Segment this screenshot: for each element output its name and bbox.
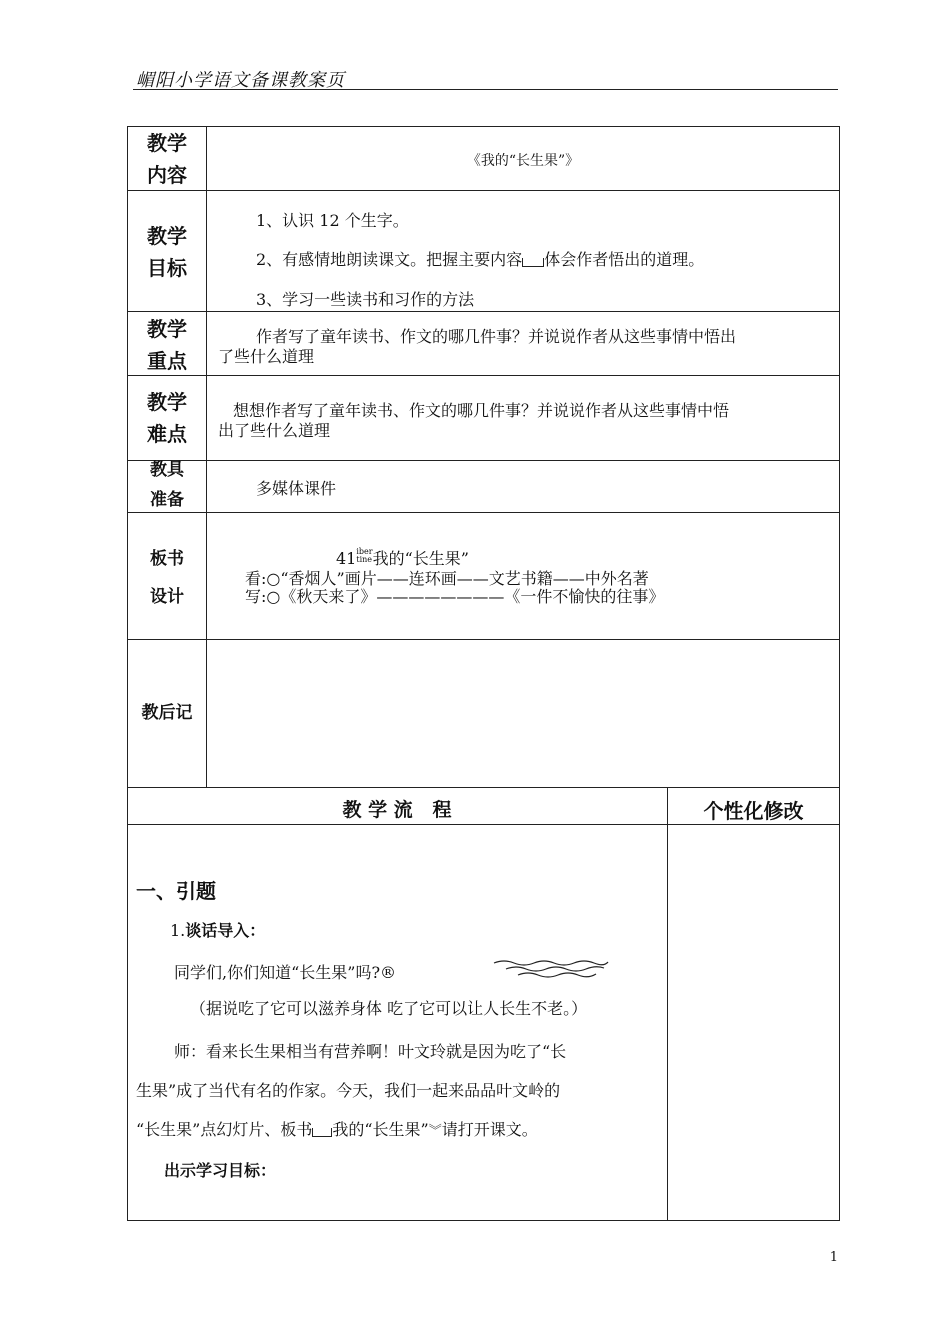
goal-item-1: 1、认识 12 个生字。 [256,211,409,230]
content-label: 教学 内容 [147,131,187,187]
learning-goals-heading: 出示学习目标： [164,1161,277,1180]
afterword-label: 教后记 [141,703,193,723]
step1-heading: 1.谈话导入： [170,921,266,940]
board-line-look: 看:○“香烟人”画片——连环画——文艺书籍——中外名著 [245,569,649,588]
paragraph-teacher-line3: “长生果”点幻灯片、板书 我的“长生果”︾请打开课文。 [136,1120,538,1139]
board-line-write: 写:○《秋天来了》————————《一件不愉快的往事》 [245,587,665,606]
wavy-lines-icon [492,958,610,980]
underline-bracket-icon [522,258,544,267]
key-points-label: 教学 重点 [147,317,187,373]
difficulties-label: 教学 难点 [147,390,187,446]
header-rule [133,89,838,90]
board-label: 板书 设计 [150,549,184,607]
page-number: 1 [829,1250,838,1265]
paragraph-teacher-line1: 师：看来长生果相当有营养啊！叶文玲就是因为吃了“长 [174,1042,567,1061]
tools-label: 教具 准备 [150,460,184,510]
chevron-down-icon: ︾ [428,1124,442,1139]
tools-value: 多媒体课件 [256,479,337,498]
content-value: 《我的“长生果”》 [466,153,580,169]
key-points-line2: 了些什么道理 [218,347,315,366]
difficulties-line2: 出了些什么道理 [218,421,331,440]
paragraph-teacher-line2: 生果”成了当代有名的作家。今天，我们一起来品品叶文岭的 [136,1081,561,1100]
page-header-title: 嵋阳小学语文备课教案页 [136,70,345,91]
underline-bracket-icon [312,1128,332,1137]
difficulties-line1: 想想作者写了童年读书、作文的哪几件事？并说说作者从这些事情中悟 [233,401,730,420]
personal-edit-header: 个性化修改 [703,799,804,823]
goal-item-3: 3、学习一些读书和习作的方法 [256,290,475,309]
key-points-line1: 作者写了童年读书、作文的哪几件事？并说说作者从这些事情中悟出 [256,327,737,346]
paragraph-answer: （据说吃了它可以滋养身体 吃了它可以让人长生不老。） [190,999,588,1018]
board-title: 41 iber tine 我的“长生果” [336,547,469,568]
paragraph-question: 同学们,你们知道“长生果”吗?® [174,963,397,982]
goals-label: 教学 目标 [147,224,187,280]
section-heading-intro: 一、引题 [136,879,216,903]
goal-item-2: 2、有感情地朗读课文。把握主要内容 体会作者悟出的道理。 [256,250,705,269]
flow-header: 教 学 流 程 [342,799,452,821]
